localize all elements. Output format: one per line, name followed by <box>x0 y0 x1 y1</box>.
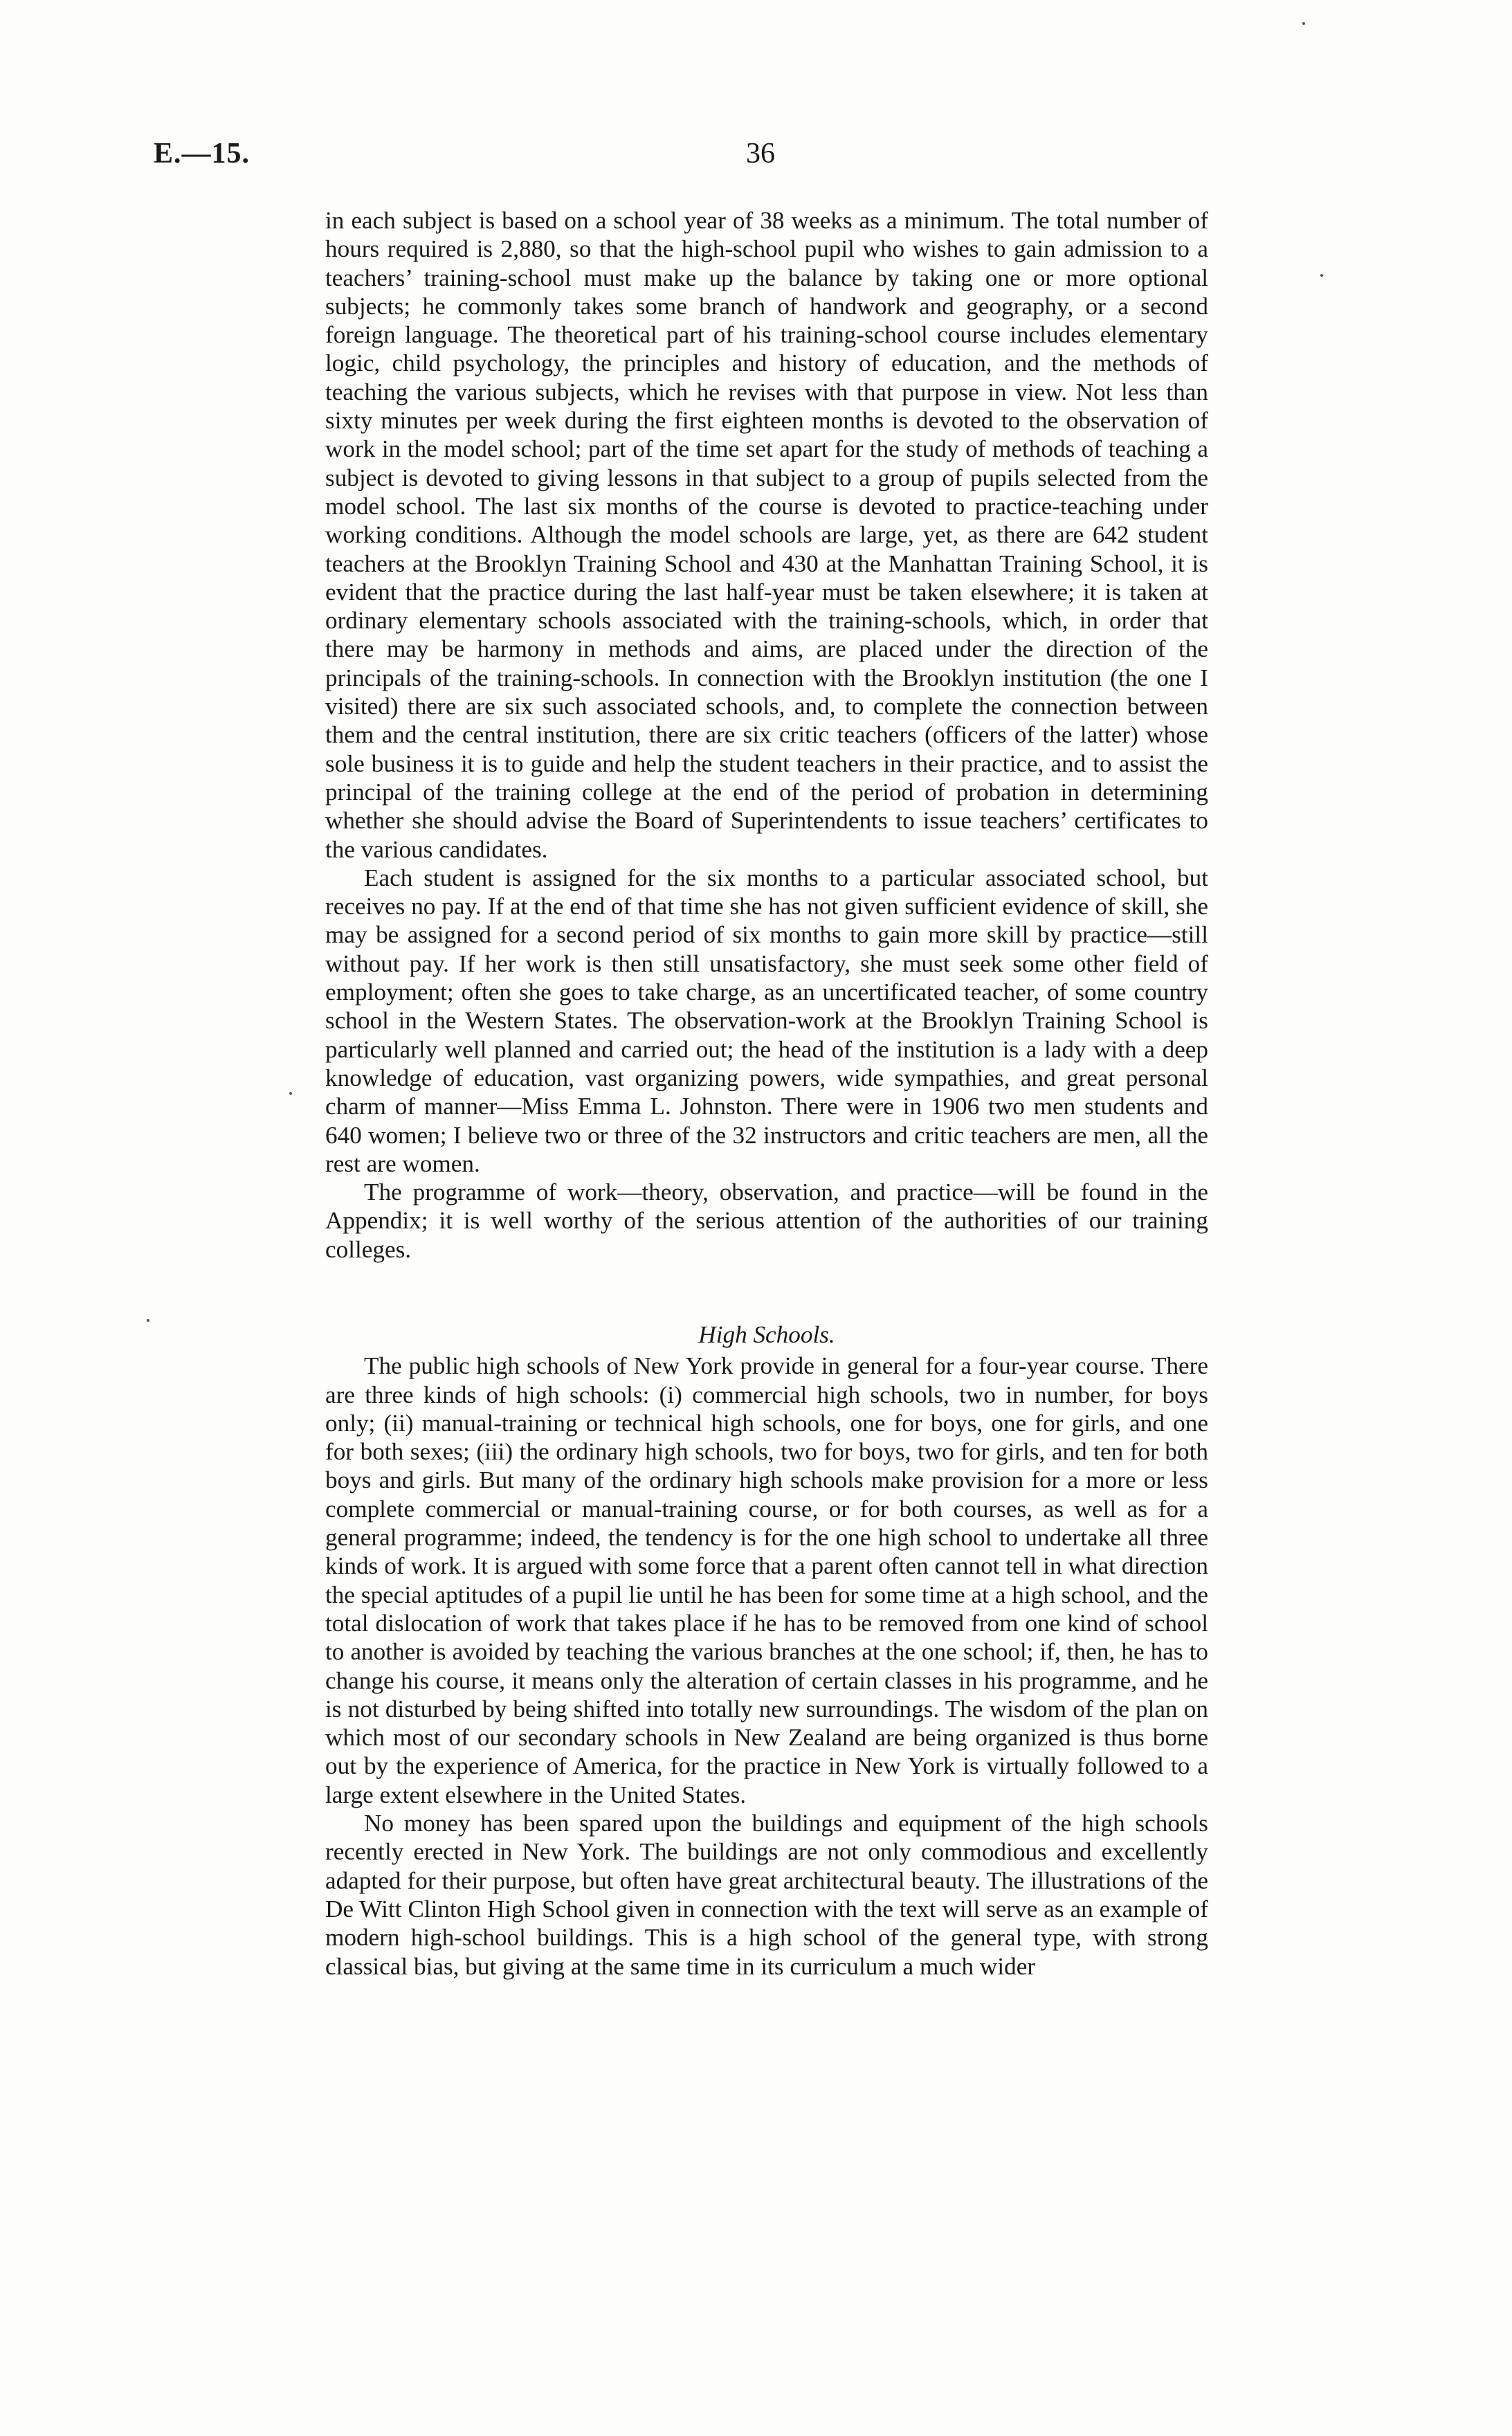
paragraph-student-assignment: Each student is assigned for the six months to a particular associated school, but receives no pay. If at the end of that time she has not given sufficient evidence of skill, she may be assigned for a second period of six months to gain more skill by practice—still without pay. If her work is then still unsatisfactory, she must seek some other field of employment; often she goes to take charge, as an uncertificated teacher, of some country school in the Western States. The observation-work at the Brooklyn Training School is particularly well planned and carried out; the head of the institution is a lady with a deep knowledge of education, vast organizing powers, wide sympathies, and great personal charm of manner—Miss Emma L. Johnston. There were in 1906 two men students and 640 women; I believe two or three of the 32 instructors and critic teachers are men, all the rest are women. <box>325 864 1208 1177</box>
page-number: 36 <box>746 138 775 170</box>
scan-speck <box>1302 22 1305 25</box>
body-text <box>325 206 1208 1981</box>
paragraph-programme-of-work: The programme of work—theory, observation, and practice—will be found in the Appendix; it is well worthy of the serious attention of the authorities of our training colleges. <box>325 1179 1208 1263</box>
paragraph-high-schools-overview: The public high schools of New York provide in general for a four-year course. There are three kinds of high schools: (i) commercial high schools, two in number, for boys only; (ii) manual-training or technical high schools, one for boys, one for girls, and one for both sexes; (iii) the ordinary high schools, two for boys, two for girls, and ten for both boys and girls. But many of the ordinary high schools make provision for a more or less complete commercial or manual-training course, or for both courses, as well as for a general programme; indeed, the tendency is for the one high school to undertake all three kinds of work. It is argued with some force that a parent often cannot tell in what direction the special aptitudes of a pupil lie until he has been for some time at a high school, and the total dislocation of work that takes place if he has to be removed from one kind of school to another is avoided by teaching the various branches at the one school; if, then, he has to change his course, it means only the alteration of certain classes in his programme, and he is not disturbed by being shifted into totally new surroundings. The wisdom of the plan on which most of our secondary schools in New Zealand are being organized is thus borne out by the experience of America, for the practice in New York is virtually followed to a large extent elsewhere in the United States. <box>325 1352 1208 1808</box>
scan-speck <box>1320 274 1323 277</box>
scan-speck <box>147 1319 149 1322</box>
report-reference: E.—15. <box>154 138 251 170</box>
paragraph-training-course: in each subject is based on a school year of 38 weeks as a minimum. The total number of hours required is 2,880, so that the high-school pupil who wishes to gain admission to a teachers’ training-school must make up the balance by taking one or more optional subjects; he commonly takes some branch of handwork and geography, or a second foreign language. The theoretical part of his training-school course includes elementary logic, child psychology, the principles and history of education, and the methods of teaching the various subjects, which he revises with that purpose in view. Not less than sixty minutes per week during the first eighteen months is devoted to the observation of work in the model school; part of the time set apart for the study of methods of teaching a subject is devoted to giving lessons in that subject to a group of pupils selected from the model school. The last six months of the course is devoted to practice-teaching under working conditions. Although the model schools are large, yet, as there are 642 student teachers at the Brooklyn Training School and 430 at the Manhattan Training School, it is evident that the practice during the last half-year must be taken elsewhere; it is taken at ordinary elementary schools associated with the training-schools, which, in order that there may be harmony in methods and aims, are placed under the direction of the principals of the training-schools. In connection with the Brooklyn institution (the one I visited) there are six such associated schools, and, to complete the connection between them and the central institution, there are six critic teachers (officers of the latter) whose sole business it is to guide and help the student teachers in their practice, and to assist the principal of the training college at the end of the period of probation in determining whether she should advise the Board of Superintendents to issue teachers’ certificates to the various candidates. <box>325 207 1208 863</box>
scan-speck <box>289 1092 292 1095</box>
paragraph-buildings-equipment: No money has been spared upon the buildings and equipment of the high schools recently erected in New York. The buildings are not only commodious and excellently adapted for their purpose, but often have great architectural beauty. The illustrations of the De Witt Clinton High School given in connection with the text will serve as an example of modern high-school buildings. This is a high school of the general type, with strong classical bias, but giving at the same time in its curriculum a much wider <box>325 1810 1208 1980</box>
section-heading-high-schools: High Schools. <box>698 1320 835 1348</box>
